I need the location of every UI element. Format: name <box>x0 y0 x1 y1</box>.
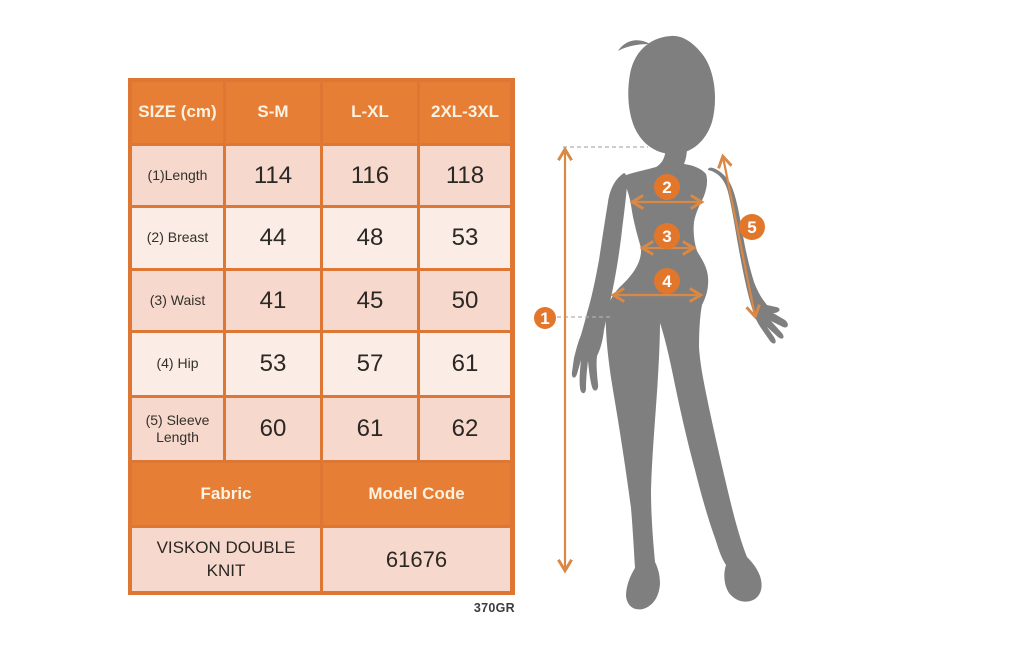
size-value-cell: 48 <box>323 208 417 268</box>
row-label-hip: (4) Hip <box>132 333 223 395</box>
measure-marker-5 <box>739 214 765 240</box>
size-value-cell: 41 <box>226 271 320 330</box>
measure-marker-label: 1 <box>540 309 550 328</box>
column-header-lxl: L-XL <box>323 82 417 143</box>
row-label-sleeve-length: (5) Sleeve Length <box>132 398 223 460</box>
size-table <box>128 78 515 595</box>
size-value-cell: 61 <box>420 333 510 395</box>
row-label-length: (1)Length <box>132 146 223 205</box>
size-unit-header: SIZE (cm) <box>132 82 223 143</box>
size-value-cell: 53 <box>420 208 510 268</box>
measure-marker-4 <box>654 268 680 294</box>
measure-marker-label: 4 <box>662 272 672 291</box>
row-label-waist: (3) Waist <box>132 271 223 330</box>
model-code-value: 61676 <box>323 528 510 591</box>
model-code-header: Model Code <box>323 463 510 525</box>
row-label-breast: (2) Breast <box>132 208 223 268</box>
fabric-header: Fabric <box>132 463 320 525</box>
column-header-sm: S-M <box>226 82 320 143</box>
measure-marker-label: 3 <box>662 227 672 246</box>
size-value-cell: 57 <box>323 333 417 395</box>
weight-note: 370GR <box>473 601 515 615</box>
measure-marker-label: 2 <box>662 178 672 197</box>
measurement-figure <box>530 20 820 640</box>
size-value-cell: 50 <box>420 271 510 330</box>
measure-marker-label: 5 <box>747 218 757 237</box>
size-value-cell: 60 <box>226 398 320 460</box>
column-header-2xl3xl: 2XL-3XL <box>420 82 510 143</box>
size-value-cell: 62 <box>420 398 510 460</box>
size-value-cell: 44 <box>226 208 320 268</box>
size-value-cell: 114 <box>226 146 320 205</box>
measure-marker-2 <box>654 174 680 200</box>
body-silhouette-diagram <box>530 20 820 640</box>
size-value-cell: 116 <box>323 146 417 205</box>
size-value-cell: 118 <box>420 146 510 205</box>
female-silhouette <box>572 36 788 610</box>
size-value-cell: 53 <box>226 333 320 395</box>
measure-marker-3 <box>654 223 680 249</box>
fabric-value: VISKON DOUBLE KNIT <box>132 528 320 591</box>
size-value-cell: 45 <box>323 271 417 330</box>
measure-marker-1 <box>534 307 556 329</box>
size-value-cell: 61 <box>323 398 417 460</box>
